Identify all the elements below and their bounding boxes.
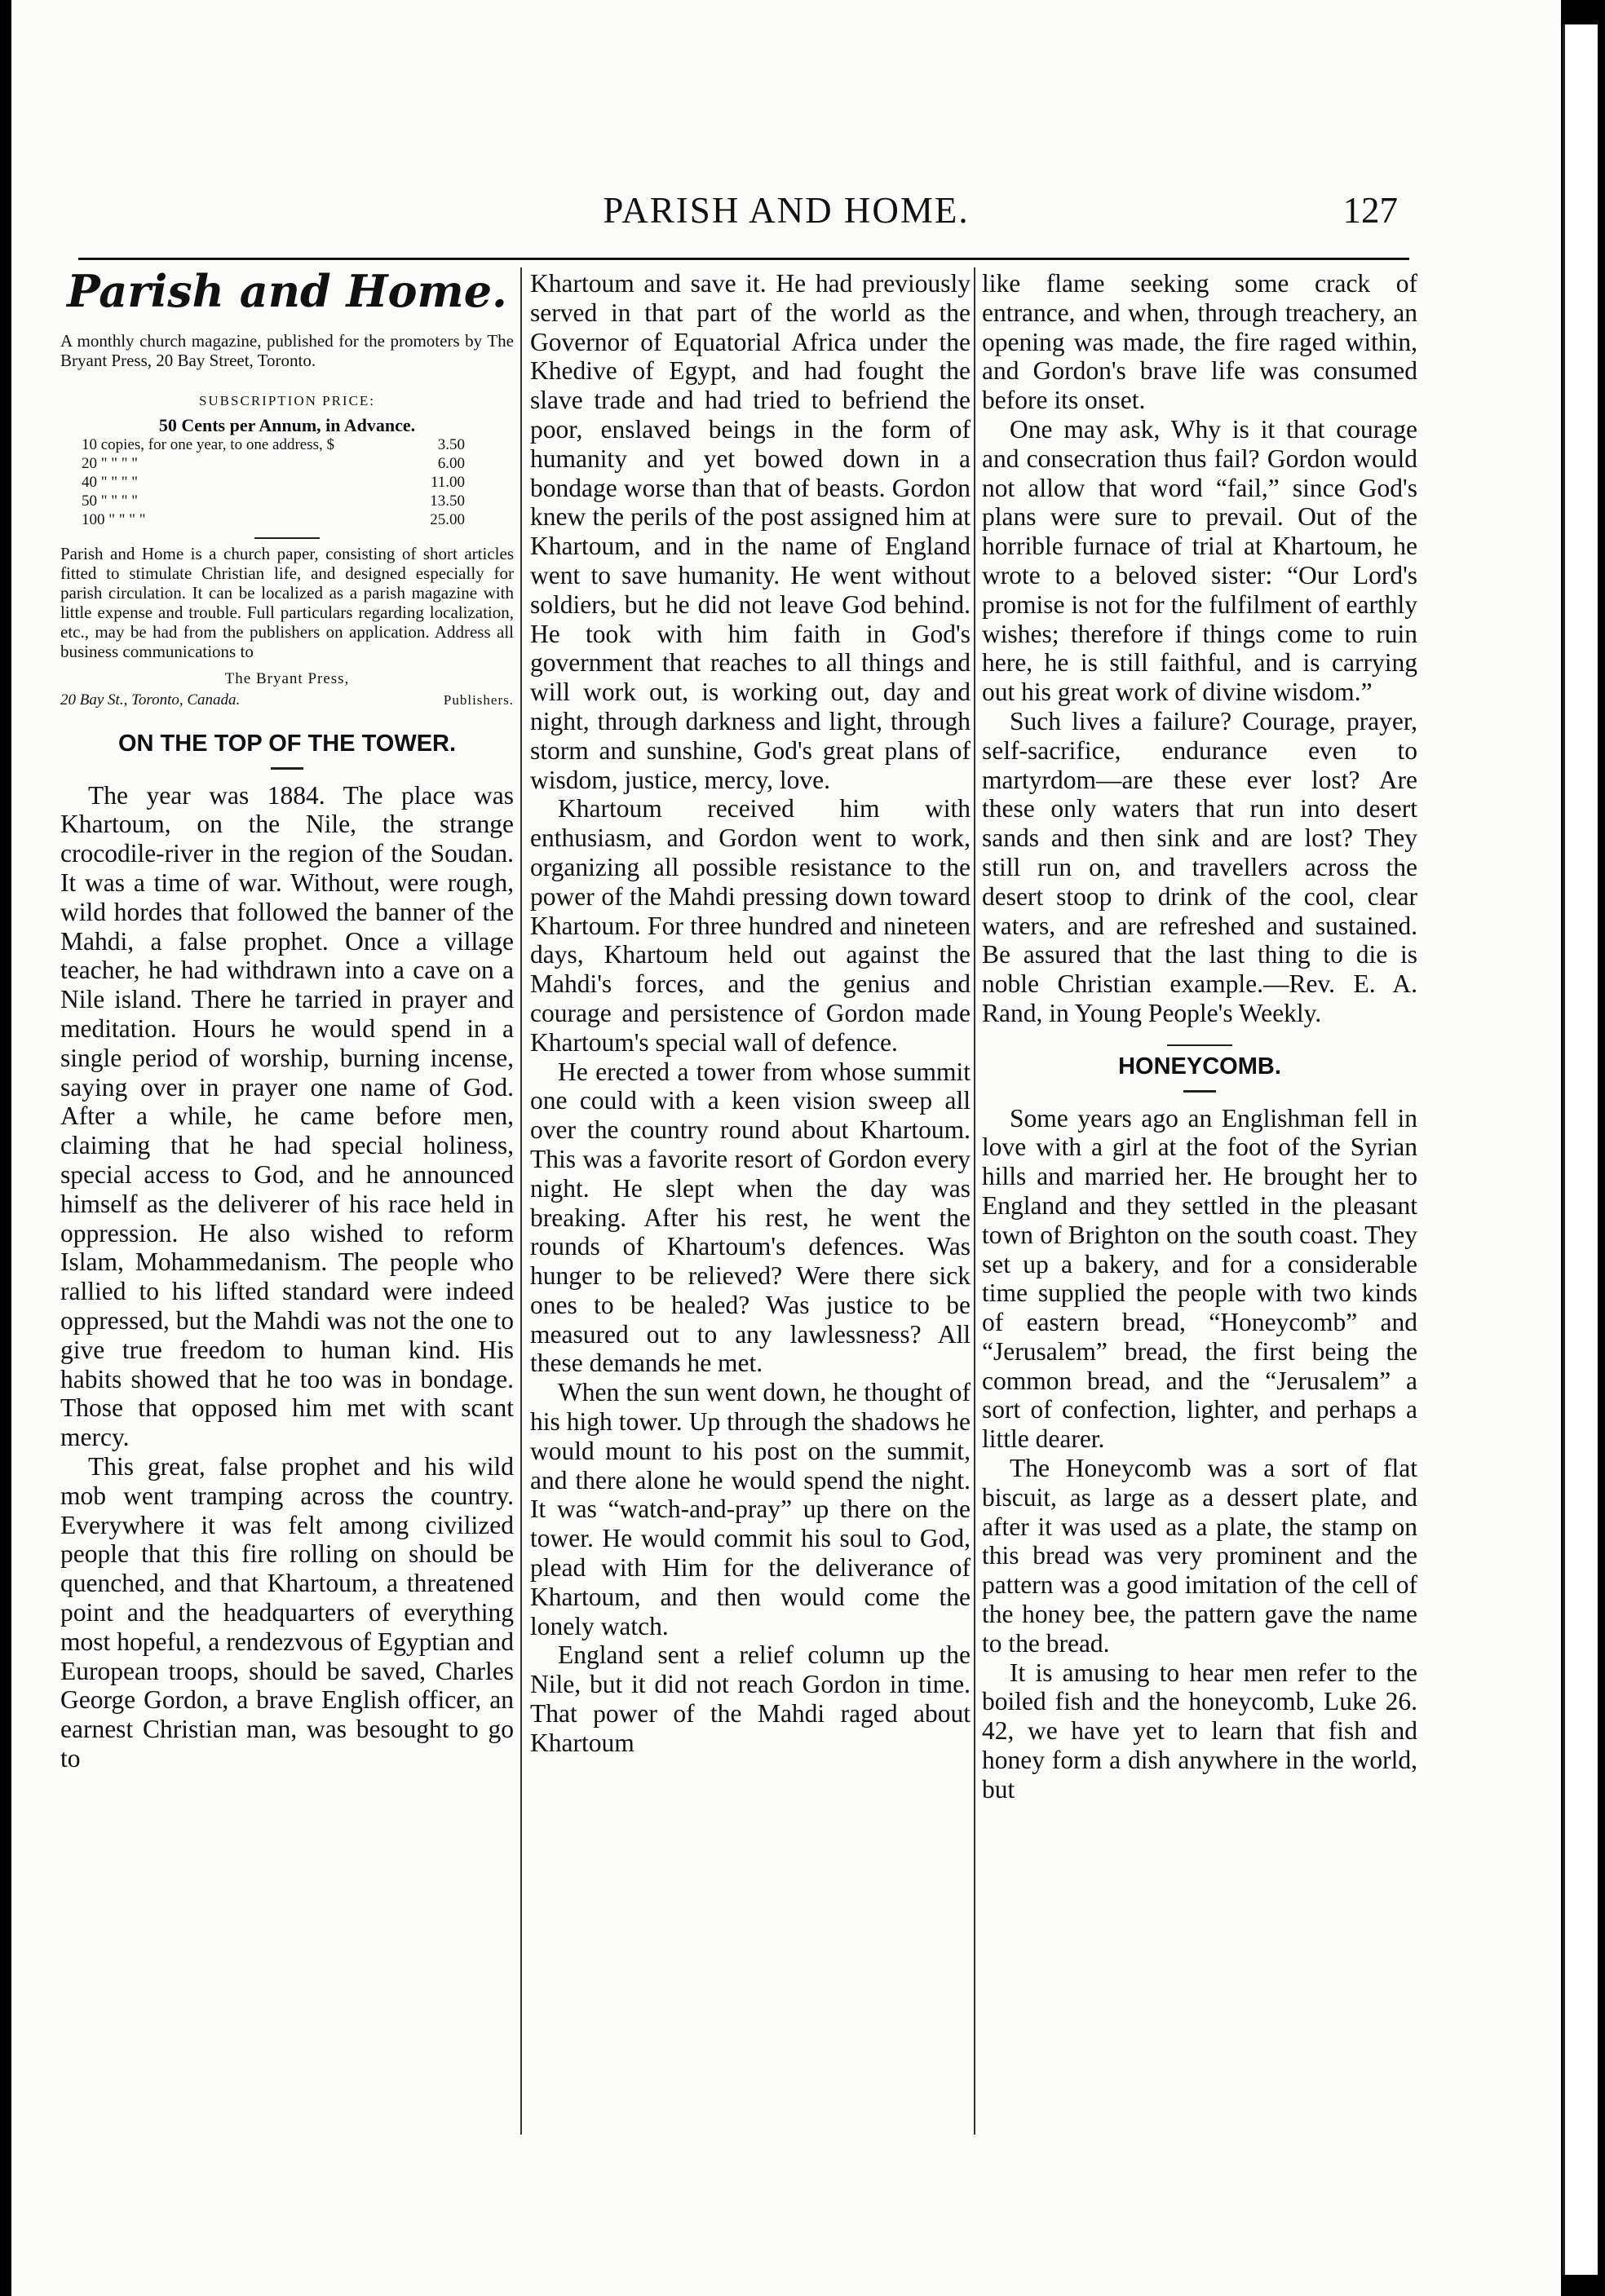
article-paragraph: Such lives a failure? Courage, prayer, self-sacrifice, endurance even to martyrdom—are these ever lost? Are these only waters that run into desert sands and then sink and are lost? They still run on, and travellers across the desert stoop to drink of the cool, clear waters, and are refreshed and sustained. Be assured that the last thing to die is noble Christian example.—Rev. E. A. Rand, in Young People's Weekly.	[982, 706, 1417, 1027]
price-row	[82, 492, 465, 510]
article-paragraph: England sent a relief column up the Nile, but it did not reach Gordon in time. That power of the Mahdi raged about Khartoum	[530, 1640, 971, 1757]
article-paragraph: Khartoum and save it. He had previously served in that part of the world as the Governor of Equatorial Africa under the Khedive of Egypt, and had fought the slave trade and had tried to befriend the poor, enslaved beings in the form of humanity and yet bowed down in a bondage worse than that of beasts. Gordon knew the perils of the post assigned him at Khartoum, and in the name of England went to save humanity. He went without soldiers, but he did not leave God behind. He took with him faith in God's government that reaches to all things and will work out, is working out, day and night, through darkness and light, through storm and sunshine, God's great plans of wisdom, justice, mercy, love.	[530, 269, 971, 794]
title-dash	[1183, 1090, 1216, 1093]
section-rule	[1167, 1044, 1232, 1046]
publisher-line	[60, 691, 514, 710]
price-row	[82, 510, 465, 529]
article-paragraph: Khartoum received him with enthusiasm, and Gordon went to work, organizing all possible resistance to the power of the Mahdi pressing down toward Khartoum. For three hundred and nineteen days, Khartoum held out against the Mahdi's forces, and the genius and courage and persistence of Gordon made Khartoum's special wall of defence.	[530, 794, 971, 1057]
article-paragraph: This great, false prophet and his wild mob went tramping across the country. Everywhere it was felt among civilized people that this fire rolling on should be quenched, and that Khartoum, a threatened point and the headquarters of everything most hopeful, a rendezvous of Egyptian and European troops, should be saved, Charles George Gordon, a brave English officer, an earnest Christian man, was besought to go to	[60, 1451, 514, 1773]
title-dash	[271, 767, 303, 770]
price-copies: 20 " " " "	[82, 454, 139, 472]
article-paragraph: Some years ago an Englishman fell in love with a girl at the foot of the Syrian hills and married her. He brought her to England and they settled in the pleasant town of Brighton on the south coast. They set up a bakery, and for a considerable time supplied the people with two kinds of eastern bread, “Honeycomb” and “Jerusalem” bread, the first being the common bread, and the “Jerusalem” a sort of confection, lighter, and perhaps a little dearer.	[982, 1103, 1417, 1454]
masthead-about: Parish and Home is a church paper, consisting of short articles fitted to stimulate Christian life, and designed especially for parish circulation. It can be localized as a parish magazine with little expense and trouble. Full particulars regarding localization, etc., may be had from the publishers on application. Address all business communications to	[60, 543, 514, 661]
column-divider	[520, 267, 522, 2135]
masthead-description: A monthly church magazine, published for the promoters by The Bryant Press, 20 Bay Street, Toronto.	[60, 330, 514, 370]
running-title: PARISH AND HOME.	[603, 190, 970, 231]
masthead-title: Parish and Home.	[67, 265, 507, 317]
price-copies: 50 " " " "	[82, 492, 139, 510]
page-number: 127	[1342, 190, 1398, 231]
article-title: ON THE TOP OF THE TOWER.	[117, 730, 457, 757]
price-copies: 40 " " " "	[82, 473, 139, 491]
article-paragraph: The Honeycomb was a sort of flat biscuit, as large as a dessert plate, and after it was used as a plate, the stamp on this bread was very prominent and the pattern was a good imitation of the cell of the honey bee, the pattern gave the name to the bread.	[982, 1454, 1417, 1658]
column-divider	[974, 267, 975, 2135]
article-paragraph: like flame seeking some crack of entrance, and when, through treachery, an opening was made, the fire raged within, and Gordon's brave life was consumed before its onset.	[982, 269, 1417, 415]
header-rule	[78, 258, 1409, 260]
price-amount: 6.00	[437, 454, 465, 472]
price-row	[82, 473, 465, 492]
column-2	[530, 269, 971, 1758]
price-copies: 100 " " " "	[82, 510, 146, 528]
article-paragraph: The year was 1884. The place was Khartoum, on the Nile, the strange crocodile-river in the region of the Soudan. It was a time of war. Without, were rough, wild hordes that followed the banner of the Mahdi, a false prophet. Once a village teacher, he had withdrawn into a cave on a Nile island. There he tarried in prayer and meditation. Hours he would spend in a single period of worship, burning incense, saying over in prayer one name of God. After a while, he came before men, claiming that he had special holiness, special access to God, and he announced himself as the deliverer of his race held in oppression. He also wished to reform Islam, Mohammedanism. The people who rallied to his lifted standard were indeed oppressed, but the Mahdi was not the one to give true freedom to human kind. His habits showed that he too was in bondage. Those that opposed him met with scant mercy.	[60, 780, 514, 1452]
article-title: HONEYCOMB.	[1118, 1053, 1281, 1080]
price-amount: 25.00	[430, 510, 465, 528]
masthead-box	[60, 331, 514, 710]
page-edge	[1563, 24, 1598, 2275]
price-amount: 11.00	[430, 473, 465, 491]
price-row	[82, 454, 465, 473]
publisher-address: 20 Bay St., Toronto, Canada.	[60, 691, 241, 709]
price-amount: 3.50	[437, 435, 465, 453]
price-rule	[254, 537, 320, 539]
column-3	[982, 269, 1417, 1804]
subscription-price: 50 Cents per Annum, in Advance.	[158, 414, 416, 435]
price-copies: 10 copies, for one year, to one address, $	[82, 435, 335, 453]
page-sheet	[11, 0, 1561, 2296]
article-paragraph: One may ask, Why is it that courage and consecration thus fail? Gordon would not allow that word “fail,” since God's plans were sure to prevail. Out of the horrible furnace of trial at Khartoum, he wrote to a beloved sister: “Our Lord's promise is not for the fulfilment of earthly wishes; therefore if things come to ruin here, he is still faithful, and is carrying out his great work of divine wisdom.”	[982, 414, 1417, 707]
publisher-name: The Bryant Press,	[224, 669, 350, 687]
price-amount: 13.50	[430, 492, 465, 510]
price-table	[82, 435, 465, 529]
subscription-heading: SUBSCRIPTION PRICE:	[198, 392, 376, 408]
article-paragraph: It is amusing to hear men refer to the boiled fish and the honeycomb, Luke 26. 42, we have yet to learn that fish and honey form a dish anywhere in the world, but	[982, 1658, 1417, 1804]
running-header	[11, 189, 1561, 246]
publishers-label: Publishers.	[443, 691, 514, 708]
column-1	[60, 265, 514, 1773]
article-paragraph: When the sun went down, he thought of his high tower. Up through the shadows he would mount to his post on the summit, and there alone he would spend the night. It was “watch-and-pray” up there on the tower. He would commit his soul to God, plead with Him for the deliverance of Khartoum, and then would come the lonely watch.	[530, 1378, 971, 1640]
article-paragraph: He erected a tower from whose summit one could with a keen vision sweep all over the country round about Khartoum. This was a favorite resort of Gordon every night. He slept when the day was breaking. After his rest, he went the rounds of Khartoum's defences. Was hunger to be relieved? Were there sick ones to be healed? Was justice to be measured out to any lawlessness? All these demands he met.	[530, 1057, 971, 1378]
price-row	[82, 435, 465, 454]
